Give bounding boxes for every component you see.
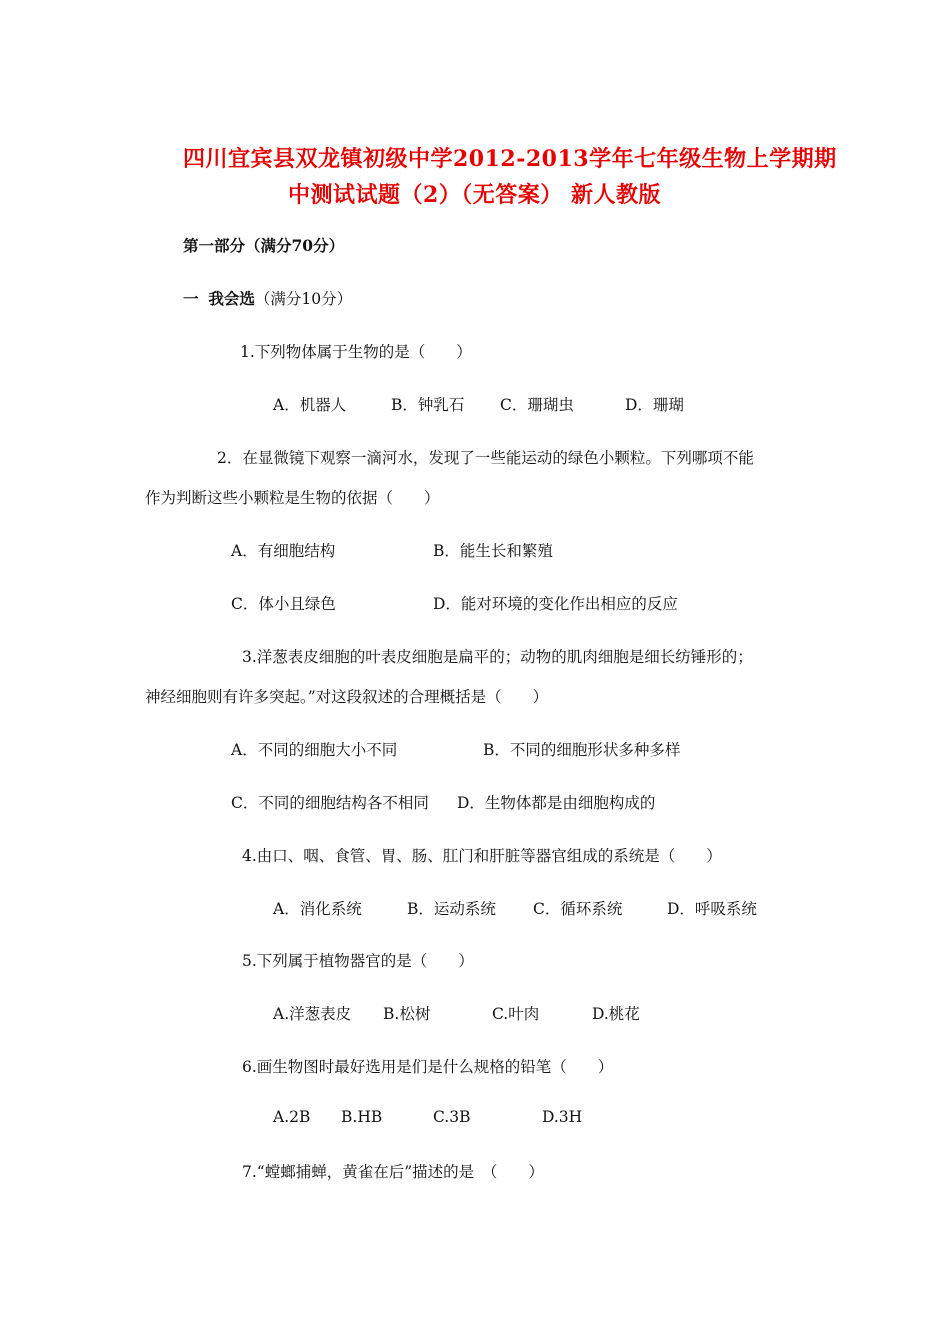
question-4-option-c: C．循环系统 — [533, 900, 623, 918]
question-4-option-b: B．运动系统 — [407, 900, 496, 918]
part-heading: 第一部分（满分70分） — [183, 236, 345, 255]
question-3-stem-line2: 神经细胞则有许多突起。”对这段叙述的合理概括是（ ） — [145, 688, 549, 706]
question-4-option-a: A．消化系统 — [273, 900, 362, 918]
question-5-option-a: A.洋葱表皮 — [273, 1005, 352, 1023]
question-6-stem: 6.画生物图时最好选用是们是什么规格的铅笔（ ） — [242, 1058, 614, 1076]
section-title: 我会选 — [208, 289, 255, 308]
question-6-option-c: C.3B — [433, 1108, 471, 1126]
question-6-option-b: B.HB — [341, 1108, 383, 1126]
question-1-option-c: C．珊瑚虫 — [500, 396, 574, 414]
question-4-option-d: D．呼吸系统 — [667, 900, 757, 918]
question-3-option-c: C．不同的细胞结构各不相同 — [231, 794, 429, 812]
question-1-option-b: B．钟乳石 — [391, 396, 465, 414]
question-5-option-b: B.松树 — [383, 1005, 431, 1023]
question-2-option-a: A．有细胞结构 — [231, 542, 336, 560]
section-number: 一 — [183, 289, 199, 308]
question-2-option-b: B．能生长和繁殖 — [433, 542, 553, 560]
section-heading — [183, 287, 352, 309]
question-1-option-a: A．机器人 — [273, 396, 347, 414]
question-5-option-d: D.桃花 — [592, 1005, 640, 1023]
question-2-stem-line1: 2．在显微镜下观察一滴河水，发现了一些能运动的绿色小颗粒。下列哪项不能 — [217, 449, 754, 467]
question-3-option-a: A．不同的细胞大小不同 — [231, 741, 398, 759]
question-6-option-a: A.2B — [273, 1108, 311, 1126]
question-3-option-d: D．生物体都是由细胞构成的 — [457, 794, 656, 812]
question-3-option-b: B．不同的细胞形状多种多样 — [483, 741, 681, 759]
question-2-stem-line2: 作为判断这些小颗粒是生物的依据（ ） — [145, 489, 440, 507]
question-6-option-d: D.3H — [542, 1108, 583, 1126]
document-title-line2: 中测试试题（2）（无答案） 新人教版 — [288, 182, 661, 208]
question-5-stem: 5.下列属于植物器官的是（ ） — [242, 952, 474, 970]
question-2-option-d: D．能对环境的变化作出相应的反应 — [433, 595, 678, 613]
section-score: （满分10分） — [254, 290, 353, 308]
question-2-option-c: C．体小且绿色 — [231, 595, 336, 613]
question-7-stem: 7.“螳螂捕蝉，黄雀在后”描述的是 （ ） — [242, 1163, 544, 1181]
question-1-stem: 1.下列物体属于生物的是（ ） — [240, 343, 472, 361]
question-3-stem-line1: 3.洋葱表皮细胞的叶表皮细胞是扁平的；动物的肌肉细胞是细长纺锤形的； — [242, 648, 753, 666]
question-1-option-d: D．珊瑚 — [625, 396, 684, 414]
question-5-option-c: C.叶肉 — [492, 1005, 540, 1023]
document-title-line1: 四川宜宾县双龙镇初级中学2012-2013学年七年级生物上学期期 — [183, 146, 837, 172]
question-4-stem: 4.由口、咽、食管、胃、肠、肛门和肝脏等器官组成的系统是（ ） — [242, 847, 722, 865]
